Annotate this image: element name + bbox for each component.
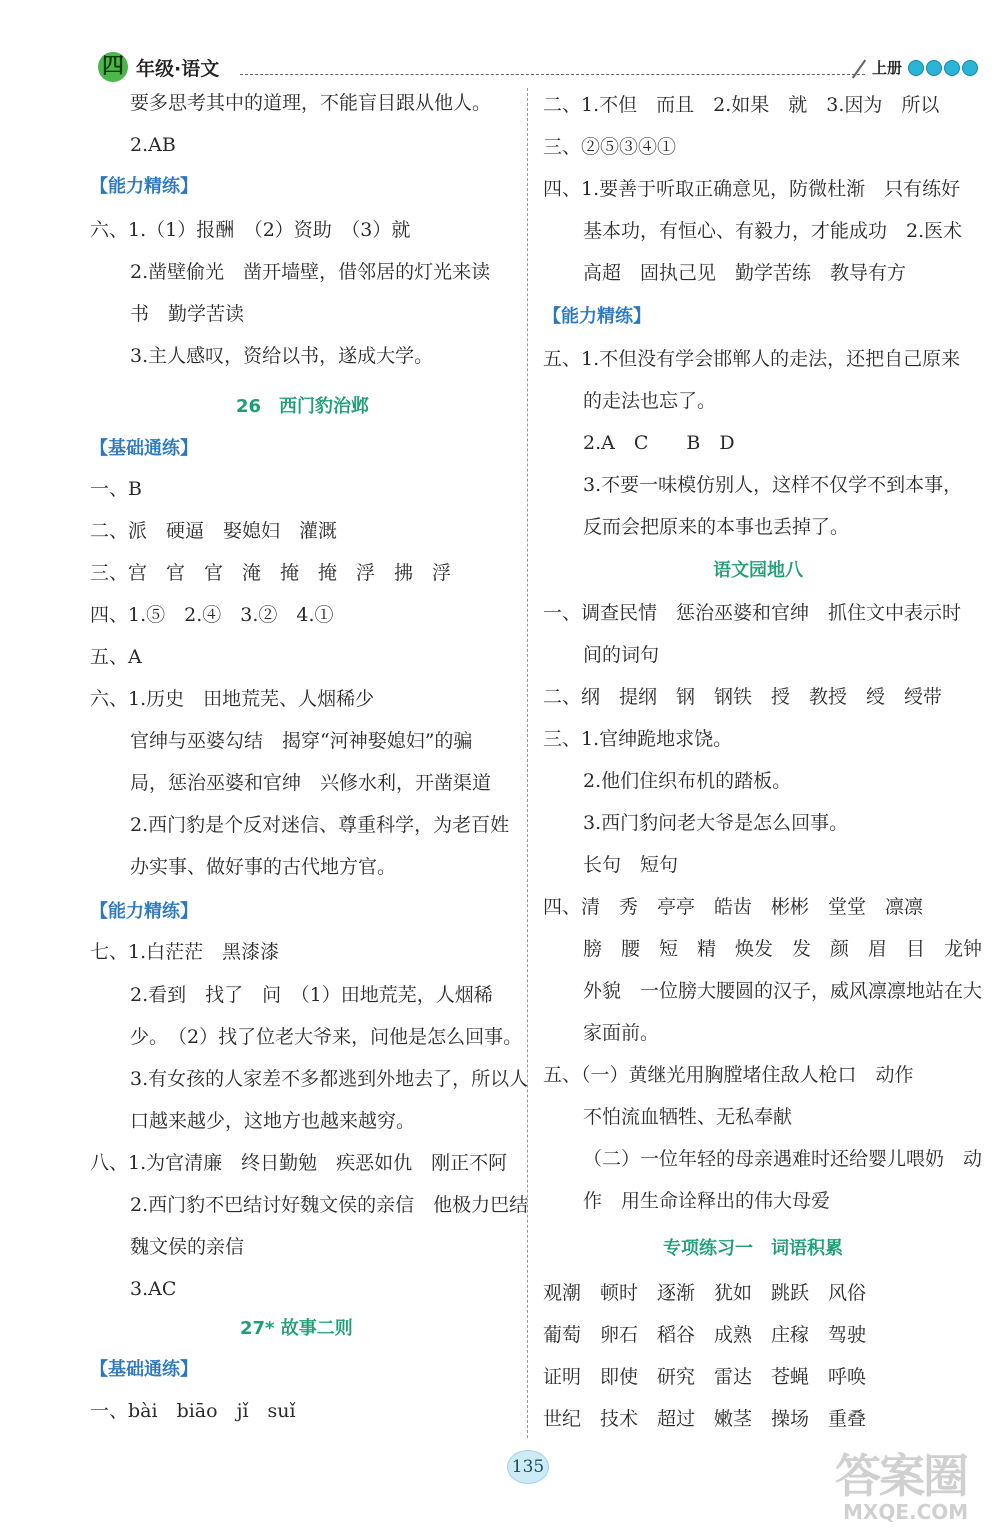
lesson-title: 语文园地八 <box>713 560 803 581</box>
answer-line: 办实事、做好事的古代地方官。 <box>130 856 397 878</box>
answer-line: 四、1.⑤ 2.④ 3.② 4.① <box>90 604 334 626</box>
answer-line: 葡萄 卵石 稻谷 成熟 庄稼 驾驶 <box>543 1324 867 1346</box>
page-number: 135 <box>507 1450 549 1484</box>
section-heading: 【能力精练】 <box>90 901 198 922</box>
decoration-dot <box>926 60 942 76</box>
answer-line: 六、1.历史 田地荒芜、人烟稀少 <box>90 688 375 710</box>
answer-line: 间的词句 <box>583 644 660 666</box>
answer-line: 五、1.不但没有学会邯郸人的走法，还把自己原来 <box>543 348 961 370</box>
answer-line: 局，惩治巫婆和官绅 兴修水利，开凿渠道 <box>130 772 492 794</box>
answer-line: 的走法也忘了。 <box>583 390 717 412</box>
answer-line: 观潮 顿时 逐渐 犹如 跳跃 风俗 <box>543 1282 867 1304</box>
section-heading: 【基础通练】 <box>90 1359 198 1380</box>
answer-line: 2.他们住织布机的踏板。 <box>583 770 792 792</box>
answer-line: 证明 即使 研究 雷达 苍蝇 呼唤 <box>543 1366 867 1388</box>
decoration-dot <box>944 60 960 76</box>
header-divider <box>240 74 865 75</box>
answer-line: 3.有女孩的人家差不多都逃到外地去了，所以人 <box>130 1068 529 1090</box>
section-heading: 【能力精练】 <box>90 176 198 197</box>
answer-line: 二、纲 提纲 钢 钢铁 授 教授 绶 绶带 <box>543 686 943 708</box>
watermark-logo <box>835 1440 985 1530</box>
answer-line: 官绅与巫婆勾结 揭穿“河神娶媳妇”的骗 <box>130 730 473 752</box>
section-heading: 【基础通练】 <box>90 438 198 459</box>
answer-line: 魏文侯的亲信 <box>130 1236 245 1258</box>
answer-line: 3.主人感叹，资给以书，遂成大学。 <box>130 345 434 367</box>
answer-line: 二、1.不但 而且 2.如果 就 3.因为 所以 <box>543 94 940 116</box>
answer-line: 2.A C B D <box>583 432 735 454</box>
answer-line: 2.凿壁偷光 凿开墙壁，借邻居的灯光来读 <box>130 261 491 283</box>
lesson-title: 专项练习一 词语积累 <box>663 1238 843 1259</box>
lesson-title: 26 西门豹治邺 <box>236 396 370 417</box>
answer-line: 不怕流血牺牲、无私奉献 <box>583 1106 793 1128</box>
grade-subject-label: 年级·语文 <box>136 58 220 80</box>
page-header <box>0 0 1000 86</box>
answer-line: 六、1.（1）报酬 （2）资助 （3）就 <box>90 219 411 241</box>
answer-line: 七、1.白茫茫 黑漆漆 <box>90 941 280 963</box>
answer-line: 高超 固执己见 勤学苦练 教导有方 <box>583 262 907 284</box>
answer-line: 三、②⑤③④① <box>543 136 677 158</box>
answer-line: 3.不要一味模仿别人，这样不仅学不到本事， <box>583 474 963 496</box>
answer-line: （二）一位年轻的母亲遇难时还给婴儿喂奶 动 <box>583 1148 983 1170</box>
grade-badge: 四 <box>98 52 128 82</box>
answer-line: 基本功，有恒心、有毅力，才能成功 2.医术 <box>583 220 963 242</box>
lesson-title: 27* 故事二则 <box>240 1318 353 1339</box>
column-divider <box>527 88 528 1438</box>
section-heading: 【能力精练】 <box>543 306 651 327</box>
decoration-dot <box>908 60 924 76</box>
watermark-text: 答案圈 <box>835 1449 967 1503</box>
answer-line: 膀 腰 短 精 焕发 发 颜 眉 目 龙钟 <box>583 938 983 960</box>
volume-label: 上册 <box>872 59 903 77</box>
answer-line: 二、派 硬逼 娶媳妇 灌溉 <box>90 520 338 542</box>
answer-line: 世纪 技术 超过 嫩茎 操场 重叠 <box>543 1408 867 1430</box>
answer-line: 少。 （2）找了位老大爷来，问他是怎么回事。 <box>130 1026 523 1048</box>
answer-line: 外貌 一位膀大腰圆的汉子，威风凛凛地站在大 <box>583 980 983 1002</box>
answer-line: 2.看到 找了 问 （1）田地荒芜，人烟稀 <box>130 984 493 1006</box>
answer-line: 2.AB <box>130 134 176 156</box>
answer-line: 作 用生命诠释出的伟大母爱 <box>583 1190 831 1212</box>
answer-line: 长句 短句 <box>583 854 679 876</box>
answer-line: 2.西门豹是个反对迷信、尊重科学，为老百姓 <box>130 814 510 836</box>
answer-line: 五、（一）黄继光用胸膛堵住敌人枪口 动作 <box>543 1064 914 1086</box>
answer-line: 3.AC <box>130 1278 177 1300</box>
answer-line: 反而会把原来的本事也丢掉了。 <box>583 516 850 538</box>
answer-line: 书 勤学苦读 <box>130 303 245 325</box>
answer-line: 家面前。 <box>583 1022 660 1044</box>
answer-line: 一、B <box>90 478 142 500</box>
answer-line: 八、1.为官清廉 终日勤勉 疾恶如仇 刚正不阿 <box>90 1152 508 1174</box>
answer-line: 三、1.官绅跪地求饶。 <box>543 728 733 750</box>
answer-line: 2.西门豹不巴结讨好魏文侯的亲信 他极力巴结 <box>130 1194 529 1216</box>
watermark-url: MXQE.COM <box>843 1500 969 1524</box>
header-decoration <box>908 60 978 76</box>
header-slash <box>852 59 866 78</box>
answer-line: 三、宫 官 官 淹 掩 掩 浮 拂 浮 <box>90 562 452 584</box>
answer-line: 一、bài biāo jǐ suǐ <box>90 1400 296 1422</box>
answer-line: 口越来越少，这地方也越来越穷。 <box>130 1110 416 1132</box>
answer-line: 四、1.要善于听取正确意见，防微杜渐 只有练好 <box>543 178 961 200</box>
answer-line: 要多思考其中的道理，不能盲目跟从他人。 <box>130 92 492 114</box>
decoration-dot <box>962 60 978 76</box>
answer-line: 五、A <box>90 646 142 668</box>
answer-line: 四、清 秀 亭亭 皓齿 彬彬 堂堂 凛凛 <box>543 896 924 918</box>
answer-line: 3.西门豹问老大爷是怎么回事。 <box>583 812 849 834</box>
answer-line: 一、调查民情 惩治巫婆和官绅 抓住文中表示时 <box>543 602 962 624</box>
